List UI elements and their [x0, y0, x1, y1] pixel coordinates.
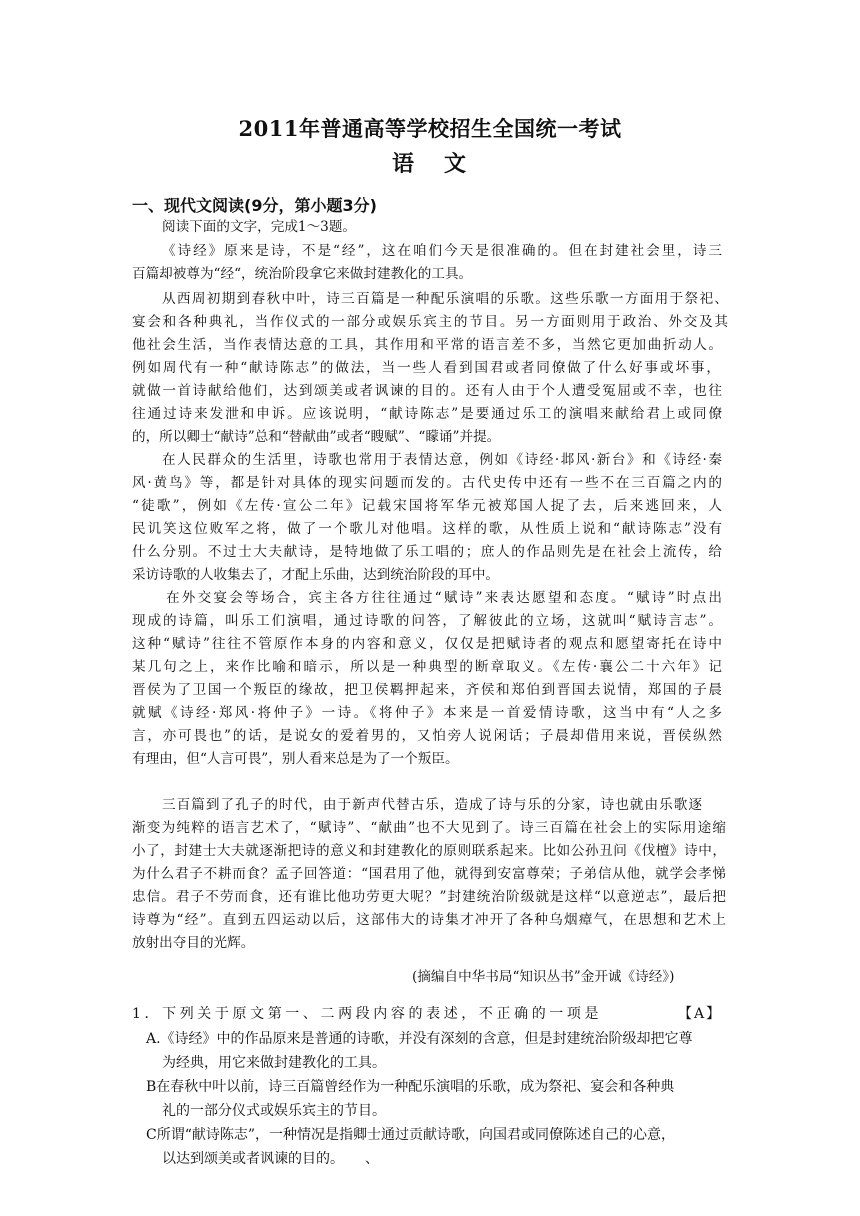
passage-line: 小了，封建士大夫就逐渐把诗的意义和封建教化的原则联系起来。比如公孙丑问《伐檀》诗中， — [132, 843, 726, 859]
passage-line: 风·黄鸟》等，都是针对具体的现实问题而发的。古代史传中还有一些不在三百篇之内的 — [132, 475, 722, 491]
passage-line: 什么分别。不过士大夫献诗，是特地做了乐工唱的；庶人的作品则先是在社会上流传，给 — [132, 544, 722, 560]
passage-line: 例如周代有一种“献诗陈志”的做法，当一些人看到国君或者同僚做了什么好事或坏事， — [132, 360, 720, 376]
option-a-line2: 为经典，用它来做封建教化的工具。 — [162, 1055, 386, 1071]
passage-line: 宴会和各种典礼，当作仪式的一部分或娱乐宾主的节目。另一方面则用于政治、外交及其 — [132, 314, 728, 330]
option-a-line1: A.《诗经》中的作品原来是普通的诗歌，并没有深刻的含意，但是封建统治阶级却把它尊 — [146, 1031, 693, 1047]
passage-line: 在人民群众的生活里，诗歌也常用于表情达意，例如《诗经·邶风·新台》和《诗经·秦 — [162, 452, 722, 468]
option-c-line1: C所谓“献诗陈志”，一种情况是指卿士通过贡献诗歌，向国君或同僚陈述自己的心意， — [146, 1127, 676, 1143]
passage-line: 言，亦可畏也”的话，是说女的爱着男的，又怕旁人说闲话；子晨却借用来说，晋侯纵然 — [132, 728, 722, 744]
passage-line: 放射出夺目的光辉。 — [132, 935, 255, 951]
passage-line: 《诗经》原来是诗，不是“经”，这在咱们今天是很准确的。但在封建社会里，诗三 — [162, 243, 722, 259]
passage-line: 有理由，但“人言可畏”，别人看来总是为了一个叛臣。 — [132, 751, 459, 767]
passage-line: 阅读下面的文字，完成1～3题。 — [162, 219, 357, 235]
option-b-line1: B在春秋中叶以前，诗三百篇曾经作为一种配乐演唱的乐歌，成为祭祀、宴会和各种典 — [146, 1079, 675, 1095]
question-stem: 1．下列关于原文第一、二两段内容的表述，不正确的一项是 — [132, 1006, 603, 1022]
passage-line: 往通过诗来发泄和申诉。应该说明，“献诗陈志”是要通过乐工的演唱来献给君上或同僚 — [132, 406, 722, 422]
passage-line: 就赋《诗经·郑风·将仲子》一诗。《将仲子》本来是一首爱情诗歌，这当中有“人之多 — [132, 705, 722, 721]
passage-line: 在外交宴会等场合，宾主各方往往通过“赋诗”来表达愿望和态度。“赋诗”时点出 — [166, 590, 722, 606]
passage-line: 渐变为纯粹的语言艺术了，“赋诗”、“献曲”也不大见到了。诗三百篇在社会上的实际用途缩 — [132, 820, 726, 836]
passage-line: “徒歌”，例如《左传·宣公二年》记载宋国将军华元被郑国人捉了去，后来逃回来，人 — [132, 498, 722, 514]
passage-line: 民讥笑这位败军之将，做了一个歌儿对他唱。这样的歌，从性质上说和“献诗陈志”没有 — [132, 521, 722, 537]
passage-line: 的，所以卿士“献诗”总和“替献曲”或者“瞍赋”、“矇诵”并提。 — [132, 429, 501, 445]
passage-line: 忠信。君子不劳而食，还有谁比他功劳更大呢？”封建统治阶级就是这样“以意逆志”，最后把 — [132, 889, 726, 905]
option-b-line2: 礼的一部分仪式或娱乐宾主的节目。 — [162, 1103, 386, 1119]
passage-line: 百篇却被尊为“经“，统治阶段拿它来做封建教化的工具。 — [132, 266, 473, 282]
answer-label: 【A】 — [678, 1006, 723, 1022]
passage-line: 这种“赋诗”往往不管原作本身的内容和意义，仅仅是把赋诗者的观点和愿望寄托在诗中 — [132, 636, 722, 652]
subject-title: 语文 — [391, 151, 496, 177]
passage-line: 现成的诗篇，叫乐工们演唱，通过诗歌的问答，了解彼此的立场，这就叫“赋诗言志”。 — [132, 613, 722, 629]
exam-title: 2011年普通高等学校招生全国统一考试 — [238, 116, 622, 141]
passage-line: 采访诗歌的人收集去了，才配上乐曲，达到统治阶段的耳中。 — [132, 567, 500, 583]
question-1 — [132, 1003, 722, 1023]
passage-source: (摘编自中华书局“知识丛书”金开诚《诗经》) — [412, 969, 675, 985]
passage-line: 为什么君子不耕而食？孟子回答道：“国君用了他，就得到安富尊荣；子弟信从他，就学会孝悌 — [132, 866, 726, 882]
passage-line: 他社会生活，当作表情达意的工具，其作用和平常的语言差不多，当然它更加曲折动人。 — [132, 337, 722, 353]
passage-line: 诗尊为“经”。直到五四运动以后，这部伟大的诗集才冲开了各种乌烟瘴气，在思想和艺术上 — [132, 912, 726, 928]
option-c-line2: 以达到颂美或者讽谏的目的。 、 — [162, 1151, 379, 1167]
passage-line: 就做一首诗献给他们，达到颂美或者讽谏的目的。还有人由于个人遭受冤屈或不幸，也往 — [132, 383, 722, 399]
passage-line: 晋侯为了卫国一个叛臣的缘故，把卫侯羁押起来，齐侯和郑伯到晋国去说情，郑国的子晨 — [132, 682, 722, 698]
passage-line: 某几句之上，来作比喻和暗示，所以是一种典型的断章取义。《左传·襄公二十六年》记 — [132, 659, 722, 675]
section-heading: 一、现代文阅读(9分，第小题3分) — [132, 196, 377, 215]
passage-line: 从西周初期到春秋中叶，诗三百篇是一种配乐演唱的乐歌。这些乐歌一方面用于祭祀、 — [162, 291, 728, 307]
passage-line: 三百篇到了孔子的时代，由于新声代替古乐，造成了诗与乐的分家，诗也就由乐歌逐 — [162, 797, 702, 813]
